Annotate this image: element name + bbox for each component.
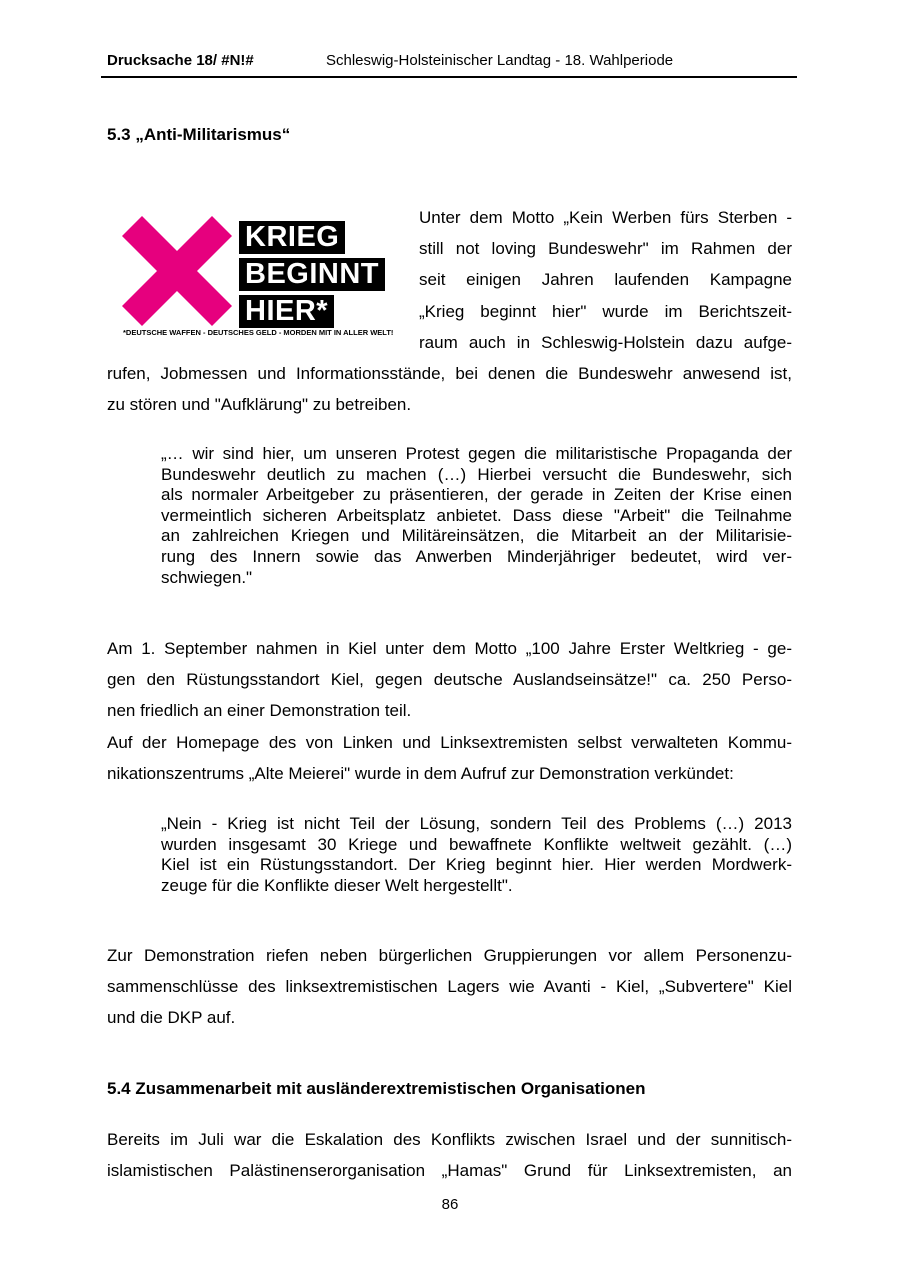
quote-line: als normaler Arbeitgeber zu präsentieren, der gerade in Zeiten der Krise einen	[161, 485, 792, 505]
text-line: rufen, Jobmessen und Informationsstände, bei denen die Bundeswehr anwesend ist,	[107, 364, 792, 383]
text-line: Auf der Homepage des von Linken und Linksextremisten selbst verwalteten Kommu-	[107, 732, 792, 752]
quote-line: an zahlreichen Kriegen und Militäreinsätzen, die Mitarbeit an der Militarisie-	[161, 526, 792, 546]
quote-line: rung des Innern sowie das Anwerben Minderjähriger bedeutet, wird ver-	[161, 546, 792, 566]
logo-word-hier: HIER*	[239, 295, 334, 328]
logo-tagline: *DEUTSCHE WAFFEN - DEUTSCHES GELD - MORDEN MIT IN ALLER WELT!	[123, 328, 394, 337]
text-line: Zur Demonstration riefen neben bürgerlichen Gruppierungen vor allem Personenzu-	[107, 946, 792, 965]
quote-line: Kiel ist ein Rüstungsstandort. Der Krieg beginnt hier. Hier werden Mordwerk-	[161, 855, 792, 875]
text-line: nikationszentrums „Alte Meierei" wurde in dem Aufruf zur Demonstration verkündet:	[107, 763, 734, 783]
block-quote-1	[161, 444, 792, 588]
drucksache-number: Drucksache 18/ #N!#	[107, 52, 254, 69]
quote-line: schwiegen."	[161, 567, 253, 587]
header-rule	[101, 76, 797, 78]
text-line: nen friedlich an einer Demonstration teil.	[107, 701, 412, 721]
landtag-title: Schleswig-Holsteinischer Landtag - 18. Wahlperiode	[326, 52, 674, 69]
logo-word-krieg: KRIEG	[239, 221, 345, 254]
block-quote-2	[161, 814, 792, 896]
text-line: still not loving Bundeswehr" im Rahmen der	[419, 239, 792, 259]
pink-x-cross-icon	[122, 216, 232, 326]
text-line: „Krieg beginnt hier" wurde im Berichtszeit-	[419, 301, 792, 321]
quote-line: „… wir sind hier, um unseren Protest gegen die militaristische Propaganda der	[161, 444, 792, 463]
text-line: und die DKP auf.	[107, 1008, 236, 1028]
section-heading-5-3: 5.3 „Anti-Militarismus“	[107, 125, 291, 144]
krieg-beginnt-hier-logo	[118, 214, 393, 346]
text-line: Unter dem Motto „Kein Werben fürs Sterben -	[419, 208, 792, 227]
header-line	[107, 52, 674, 69]
text-line: Am 1. September nahmen in Kiel unter dem Motto „100 Jahre Erster Weltkrieg - ge-	[107, 639, 792, 658]
text-line: raum auch in Schleswig-Holstein dazu aufge-	[419, 332, 792, 352]
logo-word-beginnt: BEGINNT	[239, 258, 385, 291]
paragraph-demonstration	[107, 633, 792, 789]
paragraph-groups	[107, 940, 792, 1034]
section-heading-5-4: 5.4 Zusammenarbeit mit ausländerextremistischen Organisationen	[107, 1079, 646, 1098]
text-line: seit einigen Jahren laufenden Kampagne	[419, 270, 792, 290]
text-line: Bereits im Juli war die Eskalation des Konflikts zwischen Israel und der sunnitisch-	[107, 1130, 792, 1149]
intro-text-continued	[107, 358, 792, 420]
text-line: zu stören und "Aufklärung" zu betreiben.	[107, 395, 412, 415]
text-line: gen den Rüstungsstandort Kiel, gegen deutsche Auslandseinsätze!" ca. 250 Perso-	[107, 670, 792, 690]
quote-line: Bundeswehr deutlich zu machen (…) Hierbei versucht die Bundeswehr, sich	[161, 464, 792, 484]
quote-line: zeuge für die Konflikte dieser Welt hergestellt".	[161, 875, 513, 895]
quote-line: wurden insgesamt 30 Kriege und bewaffnete Konflikte weltweit gezählt. (…)	[161, 834, 792, 854]
text-line: sammenschlüsse des linksextremistischen Lagers wie Avanti - Kiel, „Subvertere" Kiel	[107, 977, 792, 997]
intro-text-beside-logo	[419, 202, 792, 358]
quote-line: vermeintlich sicheren Arbeitsplatz anbietet. Dass diese "Arbeit" die Teilnahme	[161, 505, 792, 525]
quote-line: „Nein - Krieg ist nicht Teil der Lösung, sondern Teil des Problems (…) 2013	[161, 814, 792, 833]
text-line: islamistischen Palästinenserorganisation „Hamas" Grund für Linksextremisten, an	[107, 1161, 792, 1181]
page-number: 86	[441, 1196, 459, 1213]
paragraph-cooperation	[107, 1124, 792, 1186]
